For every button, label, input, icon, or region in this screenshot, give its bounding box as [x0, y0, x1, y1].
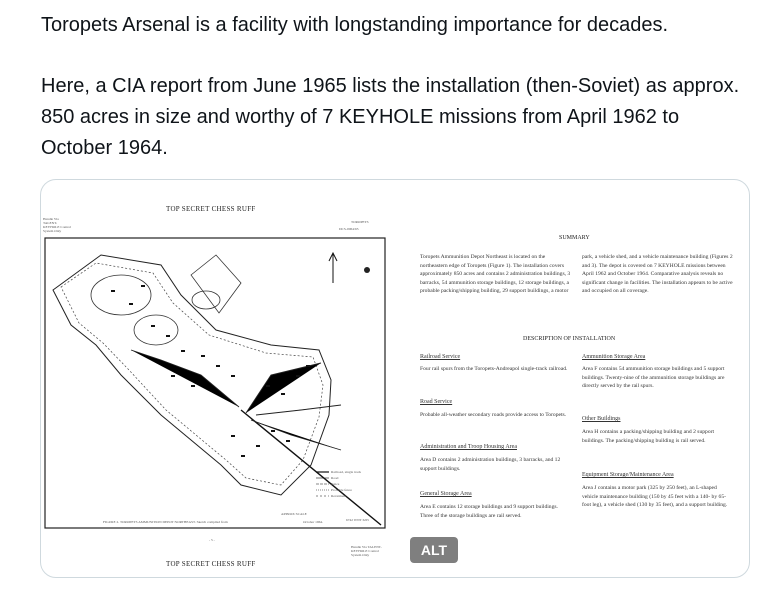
control-marking-top: Handle Via TALENT-KEYHOLE Control System Only	[43, 217, 72, 233]
equipment-heading: Equipment Storage/Maintenance Area	[582, 472, 674, 478]
classification-bottom: TOP SECRET CHESS RUFF	[166, 560, 256, 568]
figure-code: 6742 WNT 6/65	[346, 518, 369, 522]
figure-caption: FIGURE 2. TOROPETS AMMUNITION DEPOT NORTHEAST. Sketch compiled from	[103, 520, 228, 524]
railroad-heading: Railroad Service	[420, 354, 461, 360]
railroad-line	[241, 410, 381, 525]
classification-top: TOP SECRET CHESS RUFF	[166, 205, 256, 213]
report-number: DCS-0064/65	[339, 227, 359, 231]
page-number: - 5 -	[209, 538, 215, 542]
map-marker-label: TOROPETS	[351, 220, 369, 224]
post-paragraph-2: Here, a CIA report from June 1965 lists the installation (then-Soviet) as approx. 850 acres in size and worthy of 7 KEYHOLE missions from April 1962 to October 1964.	[41, 75, 740, 159]
figure-date: October 1964.	[303, 520, 324, 524]
summary-right-column: park, a vehicle shed, and a vehicle maintenance building (Figures 2 and 3). The depot is covered on 7 KEYHOLE missions between April 1962 and October 1964. Comparative analysis reveals no significant change in facilities. The installation appears to be active and occupied on all coverage.	[582, 254, 733, 295]
post-paragraph-1: Toropets Arsenal is a facility with longstanding importance for decades.	[41, 14, 669, 36]
north-arrow	[329, 253, 337, 283]
control-marking-bottom: Handle Via TALENT-KEYHOLE Control System Only	[351, 545, 382, 557]
ammunition-heading: Ammunition Storage Area	[582, 354, 646, 360]
scale-label: APPROX SCALE	[281, 512, 307, 516]
summary-title: SUMMARY	[559, 235, 590, 241]
other-buildings-heading: Other Buildings	[582, 416, 621, 422]
road-heading: Road Service	[420, 399, 453, 405]
alt-text-button[interactable]: ALT	[410, 537, 458, 563]
admin-heading: Administration and Troop Housing Area	[420, 444, 517, 450]
description-title: DESCRIPTION OF INSTALLATION	[523, 336, 616, 342]
summary-left-column: Toropets Ammunition Depot Northeast is located on the northeastern edge of Toropets (Figure 1). The installation covers approximately 850 acres and contains 2 administration buildings, 3 barracks, 54 ammunition storage buildings, 12 storage buildings, a probable packing/shipping building, 29 support buildings, a motor	[420, 254, 571, 295]
toropets-marker	[364, 267, 370, 273]
general-storage-heading: General Storage Area	[420, 491, 472, 497]
storage-loop-road	[91, 275, 151, 315]
media-attachment[interactable]	[40, 179, 750, 578]
post-text	[41, 10, 751, 164]
scanned-document-image: TOP SECRET CHESS RUFF Handle Via TALENT-KEYHOLE Control System Only DCS-0064/65 TOROPETS Railroad, single track Road Fence Probable fence Revetment APPROX SCALE FIGURE 2. TOROPETS AMMUNITION DEPOT NORTHEAST. Sketch compiled from October 1964. 6742 WNT 6/65 - 5 - Handle Via TALENT-KEYHOLE Control System Only TOP SECRET CHESS RUFF SUMMARY Toropets Ammunition Depot Northeast is located on the northeastern edge of Toropets (Figure 1). The installation covers approximately 850 acres and contains 2 administration buildings, 3 barracks, 54 ammunition storage buildings, 12 storage buildings, a probable packing/shipping building, 29 support buildings, a motor park, a vehicle shed, and a vehicle maintenance building (Figures 2 and 3). The depot is covered on 7 KEYHOLE missions between April 1962 and October 1964. Comparative analysis reveals no significant change in facilities. The installation appears to be active and occupied on all coverage. DESCRIPTION OF INSTALLATION Railroad Service Four rail spurs from the Toropets-Andreapol single-track railroad. Road Service Probable all-weather secondary roads provide access to Toropets. Administration and Troop Housing Area Area D contains 2 administration buildings, 3 barracks, and 12 support buildings. General Storage Area Area E contains 12 storage buildings and 9 support buildings. Three of the storage buildings are rail served. Ammunition Storage Area Area F contains 54 ammunition storage buildings and 5 support buildings. Twenty-nine of the ammunition storage buildings are directly served by the rail spurs. Other Buildings Area H contains a packing/shipping building and 2 support buildings. The packing/shipping building is rail served. Equipment Storage/Maintenance Area Area J contains a motor park (325 by 250 feet), an L-shaped vehicle maintenance building (150 by 45 feet with a 140- by 65-foot leg), a vehicle shed (130 by 35 feet), and a support building.	[43, 205, 733, 568]
